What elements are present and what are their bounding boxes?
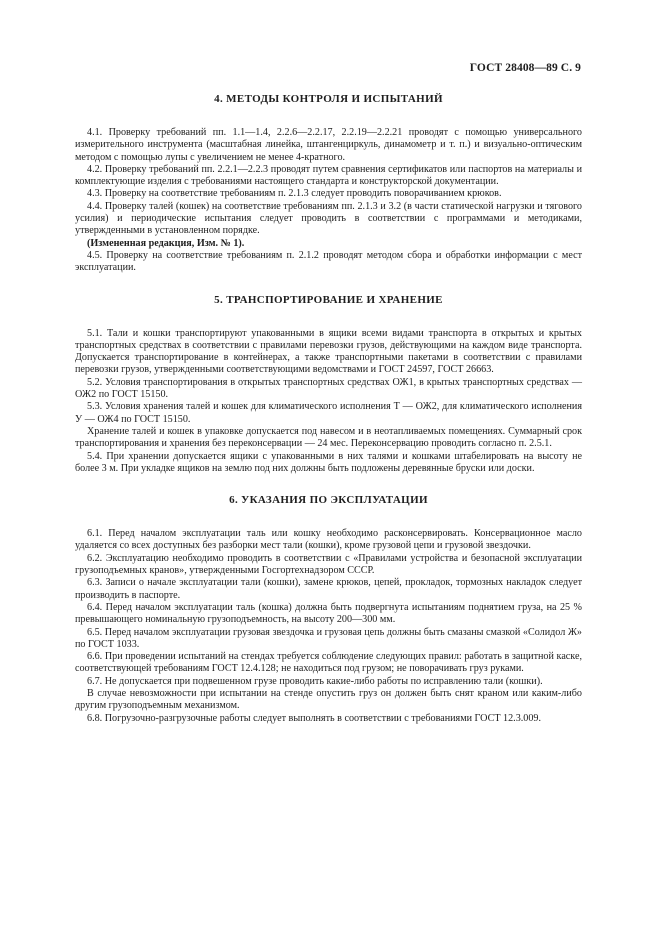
amendment-note: (Измененная редакция, Изм. № 1). — [87, 237, 245, 249]
paragraph: 4.1. Проверку требований пп. 1.1—1.4, 2.2.6—2.2.17, 2.2.19—2.2.21 проводят с помощью универсального измерительного инструмента (масштабная линейка, штангенциркуль, динамометр и т. п.) и визуально-оптическим методом с помощью лупы с увеличением не менее 4-кратного. — [75, 127, 582, 163]
paragraph: 6.6. При проведении испытаний на стендах требуется соблюдение следующих правил: работать в защитной каске, соответствующей требованиям ГОСТ 12.4.128; не находиться под грузом; не поворачивать груз руками. — [75, 651, 582, 675]
paragraph: 6.8. Погрузочно-разгрузочные работы следует выполнять в соответствии с требованиями ГОСТ 12.3.009. — [87, 712, 542, 724]
paragraph: 6.2. Эксплуатацию необходимо проводить в соответствии с «Правилами устройства и безопасной эксплуатации грузоподъемных кранов», утвержденными Госгортехнадзором СССР. — [75, 552, 582, 577]
paragraph: 6.3. Записи о начале эксплуатации тали (кошки), замене крюков, цепей, прокладок, тормозных накладок следует производить в паспорте. — [75, 577, 582, 601]
section-test-methods — [75, 92, 582, 275]
page-content — [75, 92, 582, 743]
running-head: ГОСТ 28408—89 С. 9 — [469, 62, 581, 74]
paragraph: 5.3. Условия хранения талей и кошек для климатического исполнения Т — ОЖ2, для климатического исполнения У — ОЖ4 по ГОСТ 15150. — [75, 401, 582, 425]
section-transport-storage — [75, 293, 582, 476]
section-title: 5. ТРАНСПОРТИРОВАНИЕ И ХРАНЕНИЕ — [214, 293, 443, 306]
paragraph: 6.1. Перед началом эксплуатации таль или кошку необходимо расконсервировать. Консервационное масло удаляется со всех доступных без разборки мест тали (кошки), кроме грузовой цепи и грузовой звездочки. — [75, 528, 582, 552]
paragraph: 4.4. Проверку талей (кошек) на соответствие требованиям пп. 2.1.3 и 3.2 (в части статической нагрузки и тягового усилия) и периодические испытания следует проводить в соответствии с программами и методиками, утвержденными в установленном порядке. — [75, 200, 582, 237]
paragraph: 4.5. Проверку на соответствие требованиям п. 2.1.2 проводят методом сбора и обработки информации с мест эксплуатации. — [75, 249, 582, 274]
paragraph: В случае невозможности при испытании на стенде опустить груз он должен быть снят краном или каким-либо другим грузоподъемным механизмом. — [75, 687, 582, 712]
paragraph: 4.2. Проверку требований пп. 2.2.1—2.2.3 проводят путем сравнения сертификатов или паспортов на материалы и комплектующие изделия с требованиями настоящего стандарта и конструкторской документации. — [75, 163, 582, 188]
paragraph: 6.4. Перед началом эксплуатации таль (кошка) должна быть подвергнута испытаниям поднятием груза, на 25 % превышающего номинальную грузоподъемность, на высоту 200—300 мм. — [75, 601, 582, 626]
paragraph: 5.4. При хранении допускается ящики с упакованными в них талями и кошками штабелировать на высоту не более 3 м. При укладке ящиков на землю под них должны быть подложены деревянные бруски или доски. — [75, 450, 582, 474]
paragraph: 5.1. Тали и кошки транспортируют упакованными в ящики всеми видами транспорта в открытых и крытых транспортных средствах в соответствии с правилами перевозки грузов, действующими на каждом виде транспорта. Допускается транспортирование в контейнерах, а также транспортными пакетами в соответствии с правилами перевозки грузов, утвержденными соответствующими ведомствами и ГОСТ 24597, ГОСТ 26663. — [75, 327, 582, 376]
section-title: 4. МЕТОДЫ КОНТРОЛЯ И ИСПЫТАНИЙ — [214, 93, 443, 105]
paragraph: Хранение талей и кошек в упаковке допускается под навесом и в неотапливаемых помещениях. Суммарный срок транспортирования и хранения без переконсервации — 24 мес. Переконсервацию проводить согласно п. 2.5.1. — [75, 425, 582, 450]
paragraph: 6.5. Перед началом эксплуатации грузовая звездочка и грузовая цепь должны быть смазаны смазкой «Солидол Ж» по ГОСТ 1033. — [75, 626, 582, 650]
section-operation — [75, 493, 582, 725]
paragraph: 6.7. Не допускается при подвешенном грузе проводить какие-либо работы по исправлению тали (кошки). — [87, 675, 543, 687]
section-title: 6. УКАЗАНИЯ ПО ЭКСПЛУАТАЦИИ — [229, 494, 428, 507]
paragraph: 4.3. Проверку на соответствие требованиям п. 2.1.3 следует проводить поворачиванием крюков. — [87, 188, 502, 200]
paragraph: 5.2. Условия транспортирования в открытых транспортных средствах ОЖ1, в крытых транспортных средствах — ОЖ2 по ГОСТ 15150. — [75, 376, 582, 401]
